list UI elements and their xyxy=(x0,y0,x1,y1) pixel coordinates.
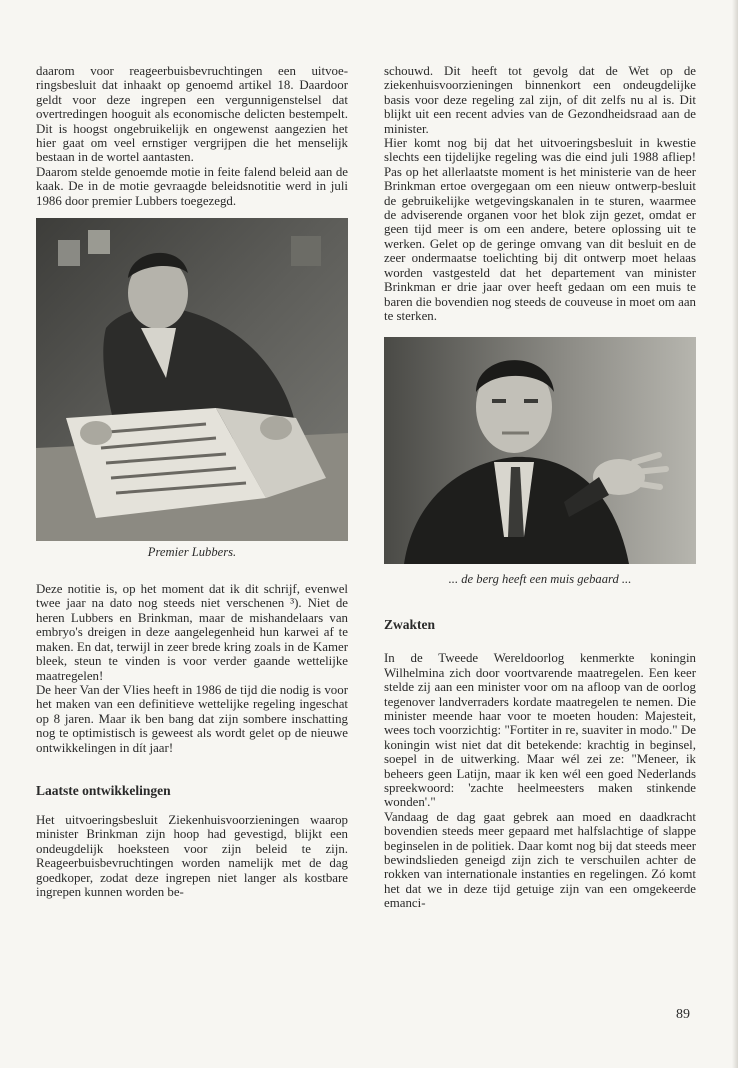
photo-caption-lubbers: Premier Lubbers. xyxy=(147,545,237,560)
right-paragraph-4: Vandaag de dag gaat gebrek aan moed en daadkracht bovendien steeds meer gepaard met halfslachtige of slappe beginselen in de politiek. Daar komt nog bij dat steeds meer bewindslieden geneigd zijn zich te verschuilen achter de rokken van internationale instanties en regelingen. Zó komt het dat we in deze tijd getuige zijn van een omgekeerde emanci- xyxy=(384,809,696,911)
left-paragraph-3: Deze notitie is, op het moment dat ik dit schrijf, evenwel twee jaar na dato nog steeds niet verschenen ³). Niet de heren Lubbers en Brinkman, maar de mishandelaars van embryo's dreigen in deze aangelegenheid hun karwei af te maken. En dat, terwijl in zeer brede kring zoals in de Kamer bleek, steun te vinden is voor verder gaande wettelijke maatregelen! xyxy=(36,582,348,683)
right-paragraph-2: Hier komt nog bij dat het uitvoeringsbesluit in kwestie slechts een tijdelijke regeling was die eind juli 1988 afliep! Pas op het allerlaatste moment is het ministerie van de heer Brinkman ertoe overgegaan om een nieuw ontwerp-besluit de gebruikelijke wetgevingskanalen in te sturen, waarmee de adviserende organen voor het blok zijn gezet, omdat er geen tijd meer is om een andere, betere oplossing uit te werken. Gelet op de geringe omvang van dit besluit en de zeer ondermaatse toelichting bij dit ontwerp moet helaas worden vastgesteld dat het departement van minister Brinkman er drie jaar over heeft gedaan om een muis te baren die bovendien nog steeds de couveuse in moet om aan te sterken. xyxy=(384,136,696,323)
photo-minister-brinkman xyxy=(384,337,696,564)
section-heading-laatste-ontwikkelingen: Laatste ontwikkelingen xyxy=(36,782,171,798)
right-column xyxy=(384,64,696,911)
page-edge-shadow xyxy=(732,0,738,1068)
photo-illustration xyxy=(36,218,348,541)
left-column xyxy=(36,64,348,899)
left-paragraph-2: Daarom stelde genoemde motie in feite falend beleid aan de kaak. De in de motie gevraagde beleidsnotitie werd in juli 1986 door premier Lubbers toegezegd. xyxy=(36,164,348,208)
left-paragraph-4: De heer Van der Vlies heeft in 1986 de tijd die nodig is voor het maken van een definitieve wettelijke regeling ingeschat op 8 jaren. Maar ik ben bang dat zijn sombere inschatting nog te optimistisch is geweest als wordt gelet op de nieuwe ontwikkelingen in dít jaar! xyxy=(36,682,348,755)
page-number: 89 xyxy=(676,1007,690,1022)
right-paragraph-3: In de Tweede Wereldoorlog kenmerkte koningin Wilhelmina zich door voortvarende maatregelen. Een keer stelde zij aan een minister voor om na afloop van de oorlog tegenover landverraders kordate maatregelen te nemen. Die minister meende haar voor te moeten houden: Majesteit, wees toch voorzichtig: "Fortiter in re, suaviter in modo." De koningin wist niet dat dit betekende: krachtig in beginsel, soepel in de uitwerking. Maar wél zei ze: "Meneer, ik beheers geen Latijn, maar ik ken wél een goed Nederlands spreekwoord: 'zachte heelmeesters maken stinkende wonden'." xyxy=(384,651,696,810)
left-paragraph-1: daarom voor reageerbuisbevruchtingen een uitvoeringsbesluit dat inhaakt op genoemd artikel 18. Daardoor geldt voor deze ingrepen een vergunnigenstelsel dat overtredingen hooguit als economische delicten bestempelt. Dit is hoogst ongebruikelijk en ongewenst aangezien het hier gaat om veel ernstiger vergrijpen die het menselijk bestaan in de wortel aantasten. xyxy=(36,64,348,165)
left-paragraph-5: Het uitvoeringsbesluit Ziekenhuisvoorzieningen waarop minister Brinkman zijn hoop had gevestigd, blijkt een ondeugdelijk hoeksteen voor zijn beleid te zijn. Reageerbuisbevruchtingen worden namelijk met de dag goedkoper, zodat deze ingrepen niet langer als kostbare ingrepen kunnen worden be- xyxy=(36,812,348,899)
right-paragraph-1: schouwd. Dit heeft tot gevolg dat de Wet op de ziekenhuisvoorzieningen binnenkort een ondeugdelijke basis voor deze regeling zal zijn, of dit zelfs nu al is. Dit blijkt uit een recent advies van de Gezondheidsraad aan de minister. xyxy=(384,64,696,136)
photo-premier-lubbers xyxy=(36,218,348,541)
section-heading-zwakten: Zwakten xyxy=(384,617,436,633)
photo-caption-berg: ... de berg heeft een muis gebaard ... xyxy=(448,572,632,587)
photo-illustration xyxy=(384,337,696,564)
